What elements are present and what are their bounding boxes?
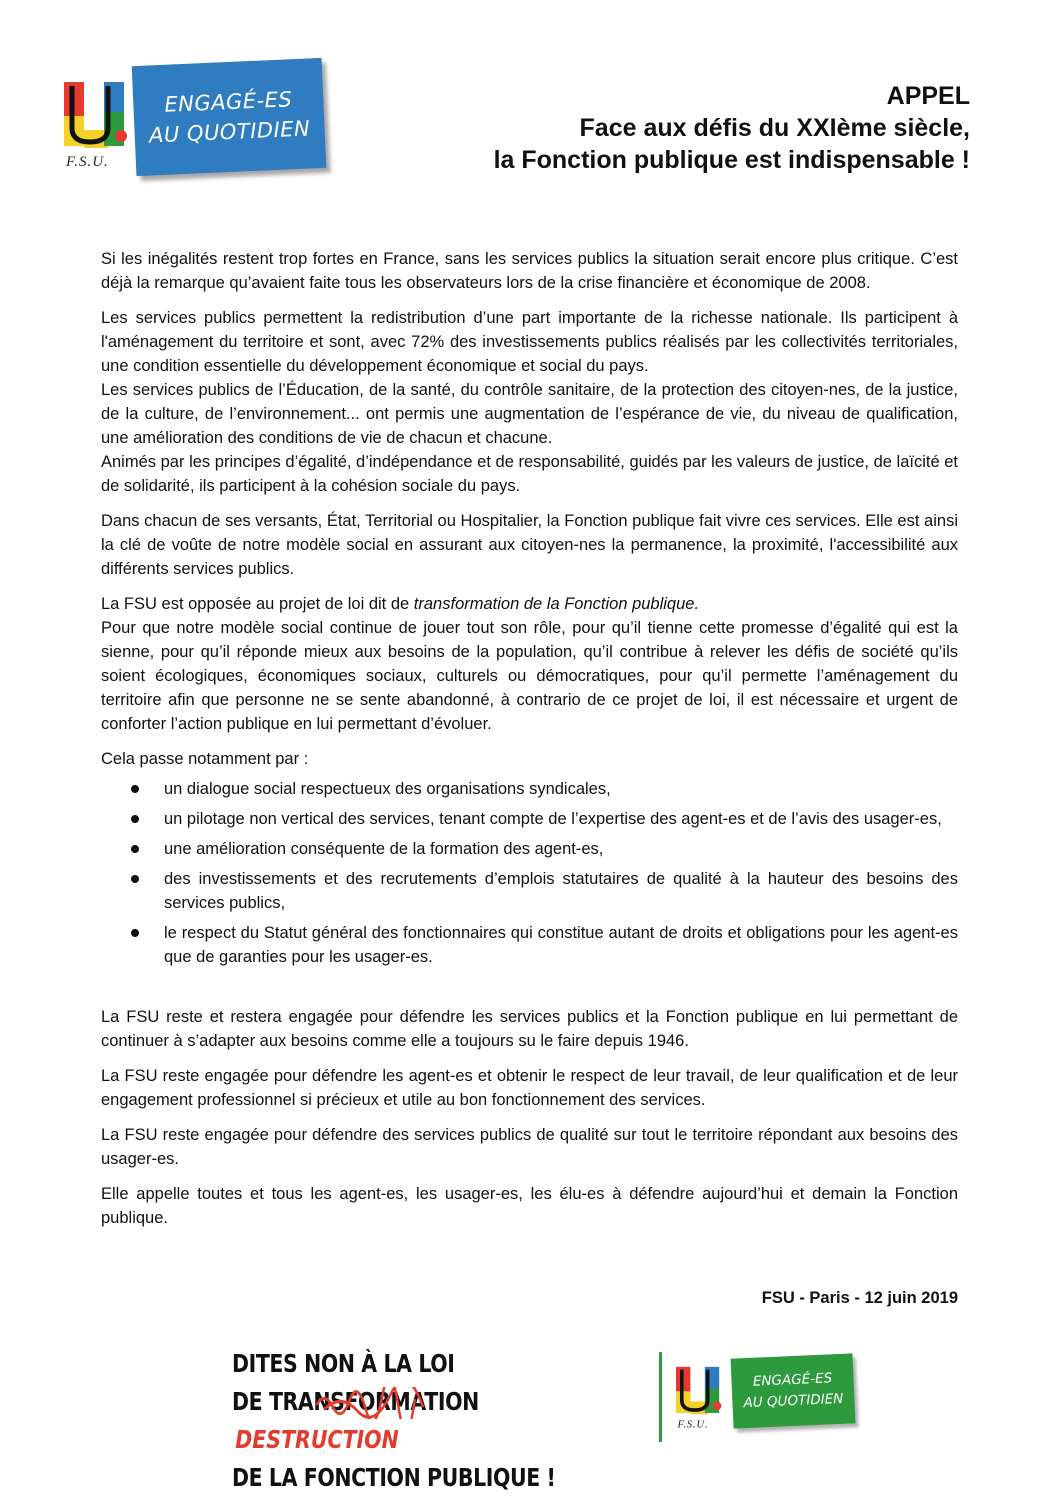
- fsu-u-icon: [64, 78, 130, 150]
- slogan-struck-word: [269, 1383, 479, 1421]
- list-item: [101, 777, 958, 801]
- list-item: [101, 807, 958, 831]
- list-item-text: une amélioration conséquente de la formation des agent-es,: [164, 840, 604, 858]
- fsu-u-logo-footer: [676, 1364, 731, 1433]
- paragraph-6-text: La FSU est opposée au projet de loi dit de: [101, 595, 414, 613]
- title-appel: APPEL: [886, 82, 970, 110]
- scribble-icon: [267, 1387, 431, 1419]
- engagees-banner-footer: [731, 1353, 856, 1428]
- fsu-caption-footer: F.S.U.: [677, 1418, 709, 1431]
- list-item: [101, 921, 958, 969]
- banner-footer-line-1: ENGAGÉ-ES: [752, 1370, 833, 1390]
- slogan-line-2-prefix: DE: [232, 1387, 269, 1416]
- slogan-line-2: [232, 1383, 576, 1459]
- bullet-icon: [131, 815, 139, 823]
- list-item-text: un dialogue social respectueux des organisations syndicales,: [164, 780, 611, 798]
- slogan-line-1: DITES NON À LA LOI: [232, 1349, 455, 1378]
- paragraph-3: Les services publics de l’Éducation, de la santé, du contrôle sanitaire, de la protection des citoyen-nes, de la justice, de la culture, de l’environnement... ont permis une augmentation de l’espérance de vie, du niveau de qualification, une amélioration des conditions de vie de chacun et chacune.: [101, 381, 958, 447]
- fsu-caption: F.S.U.: [66, 154, 109, 170]
- slogan-struck-text: TRANSFORMATION: [268, 1387, 479, 1416]
- fsu-logo-header: [64, 62, 354, 187]
- paragraph-5: Dans chacun de ses versants, État, Territorial ou Hospitalier, la Fonction publique fait vivre ces services. Elle est ainsi la clé de voûte de notre modèle social en assurant aux citoyen-nes la permanence, la proximité, l'accessibilité aux différents services publics.: [101, 512, 958, 578]
- slogan-line-3: DE LA FONCTION PUBLIQUE !: [232, 1463, 556, 1492]
- bullet-icon: [131, 845, 139, 853]
- title-line-2: Face aux défis du XXIème siècle,: [579, 114, 970, 142]
- list-item: [101, 837, 958, 861]
- banner-footer-line-2: AU QUOTIDIEN: [743, 1390, 844, 1412]
- slogan-destruction: DESTRUCTION: [235, 1425, 399, 1454]
- list-item: [101, 867, 958, 915]
- engagees-banner: [132, 58, 327, 176]
- paragraph-4: Animés par les principes d’égalité, d’indépendance et de responsabilité, guidés par les valeurs de justice, de laïcité et de solidarité, ils participent à la cohésion sociale du pays.: [101, 453, 958, 495]
- title-line-3: la Fonction publique est indispensable !: [493, 146, 970, 174]
- paragraph-6: [101, 592, 958, 616]
- list-intro: Cela passe notamment par :: [101, 750, 309, 768]
- bullet-icon: [131, 929, 139, 937]
- list-item-text: des investissements et des recrutements d’emplois statutaires de qualité à la hauteur des besoins des services publics,: [164, 870, 958, 912]
- bullet-icon: [131, 785, 139, 793]
- paragraph-2: Les services publics permettent la redistribution d’une part importante de la richesse nationale. Ils participent à l'aménagement du territoire et sont, avec 72% des investissements publics réalisés par les collectivités territoriales, une condition essentielle du développement économique et social du pays.: [101, 309, 958, 375]
- bullet-list: [101, 777, 958, 969]
- paragraph-9: La FSU reste engagée pour défendre les agent-es et obtenir le respect de leur travail, de leur qualification et de leur engagement professionnel si précieux et utile au bon fonctionnement des services.: [101, 1067, 958, 1109]
- list-item-text: un pilotage non vertical des services, tenant compte de l’expertise des agent-es et de l’avis des usager-es,: [164, 810, 942, 828]
- footer-divider: [659, 1352, 662, 1442]
- signature: FSU - Paris - 12 juin 2019: [761, 1289, 958, 1307]
- banner-line-2: AU QUOTIDIEN: [148, 116, 311, 148]
- fsu-logo-footer: [676, 1356, 866, 1446]
- fsu-u-logo: [64, 78, 140, 174]
- fsu-u-icon: [676, 1364, 724, 1416]
- paragraph-11: Elle appelle toutes et tous les agent-es, les usager-es, les élu-es à défendre aujourd’hui et demain la Fonction publique.: [101, 1185, 958, 1227]
- paragraph-6-italic: transformation de la Fonction publique.: [413, 595, 700, 613]
- footer-slogan: [232, 1345, 576, 1497]
- paragraph-10: La FSU reste engagée pour défendre des services publics de qualité sur tout le territoire répondant aux besoins des usager-es.: [101, 1126, 958, 1168]
- document-title: [494, 80, 970, 176]
- bullet-icon: [131, 875, 139, 883]
- banner-line-1: ENGAGÉ-ES: [163, 87, 293, 117]
- paragraph-8: La FSU reste et restera engagée pour défendre les services publics et la Fonction publique en lui permettant de continuer à s’adapter aux besoins comme elle a toujours su le faire depuis 1946.: [101, 1008, 958, 1050]
- paragraph-1: Si les inégalités restent trop fortes en France, sans les services publics la situation serait encore plus critique. C’est déjà la remarque qu’avaient faite tous les observateurs lors de la crise financière et économique de 2008.: [101, 250, 958, 292]
- paragraph-7: Pour que notre modèle social continue de jouer tout son rôle, pour qu’il tienne cette promesse d’égalité qui est la sienne, pour qu’il réponde mieux aux besoins de la population, qu’il contribue à relever les défis de société qu’ils soient écologiques, économiques sociaux, culturels ou démocratiques, pour qu’il permette l’aménagement du territoire afin que personne ne se sente abandonné, à contrario de ce projet de loi, il est nécessaire et urgent de conforter l’action publique en lui permettant d’évoluer.: [101, 619, 958, 733]
- document-body: [101, 247, 958, 1230]
- list-item-text: le respect du Statut général des fonctionnaires qui constitue autant de droits et obligations pour les agent-es que de garanties pour les usager-es.: [164, 924, 958, 966]
